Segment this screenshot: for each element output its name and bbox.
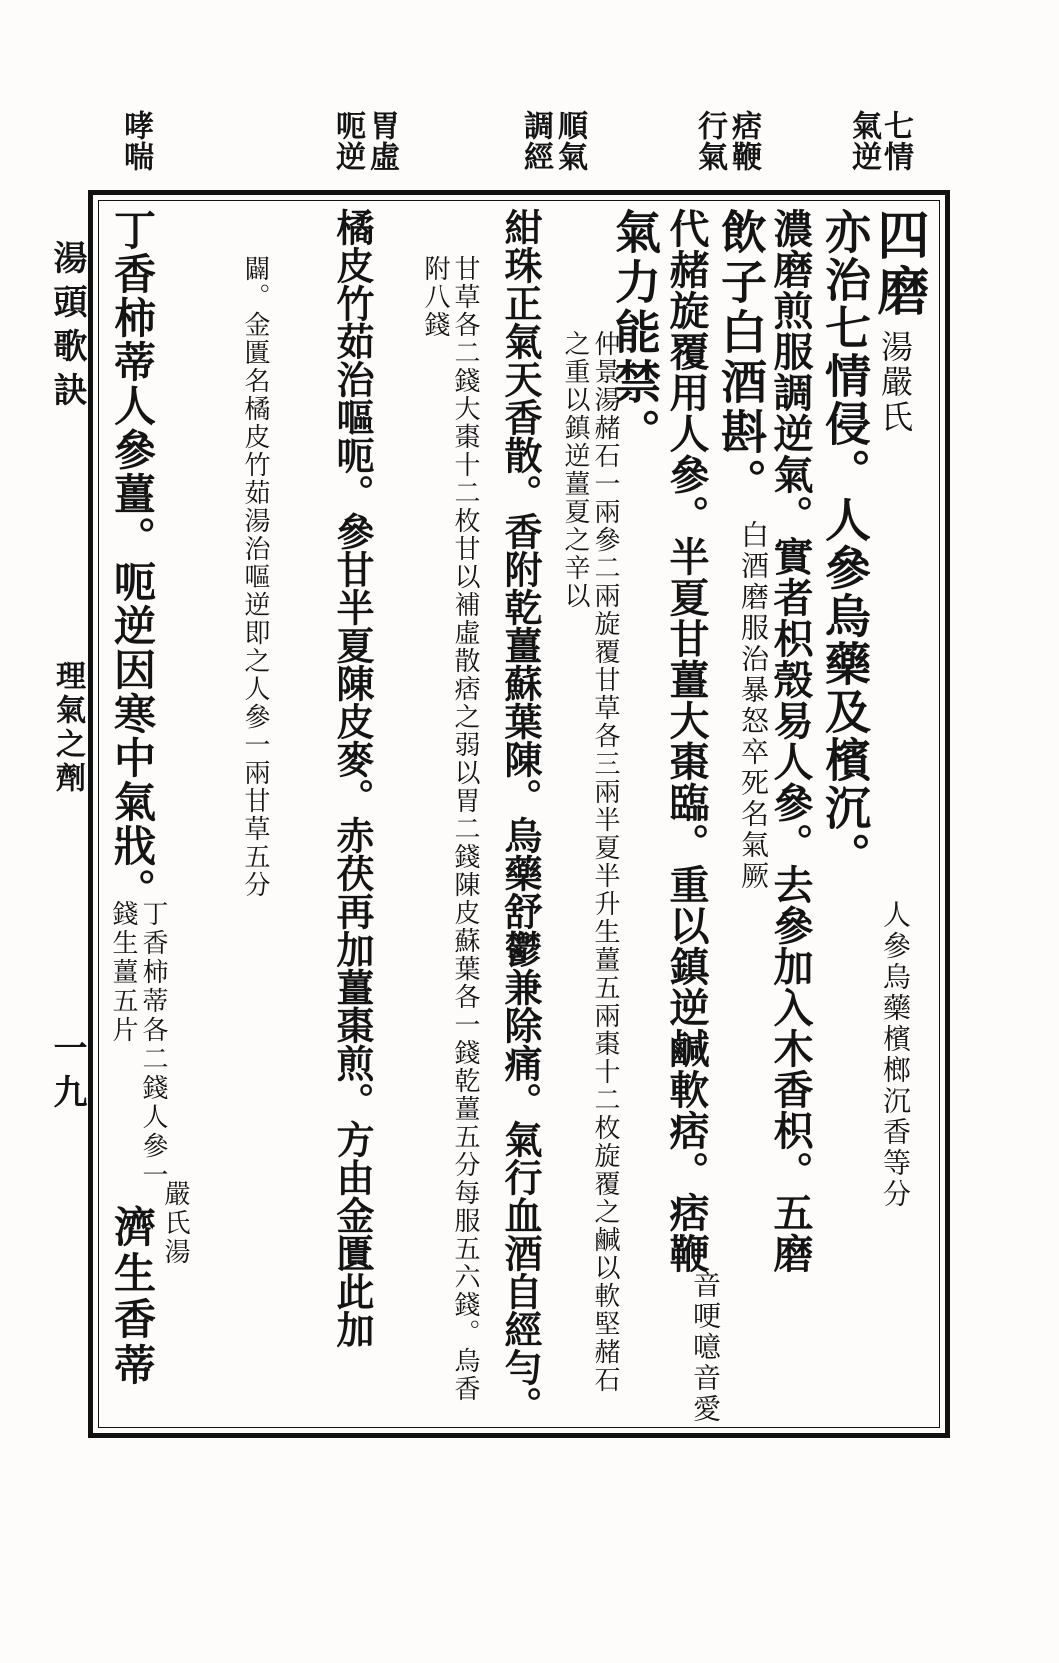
text-column-note: 湯嚴氏 <box>876 330 914 435</box>
text-column: 丁香柿蒂人參薑。呃逆因寒中氣戕。 <box>108 208 157 912</box>
text-column-note: 仲景湯赭石一兩參二兩旋覆甘草各三兩半夏半升生薑五兩棗十二枚旋覆之鹹以軟堅赭石之重以鎮逆薑夏之辛以 <box>560 330 620 1394</box>
head-note-line: 痞鞭 <box>726 110 761 172</box>
head-note-line: 順氣 <box>552 110 587 172</box>
head-note-line: 行氣 <box>692 110 727 172</box>
text-column-note: 白酒磨服治暴怒卒死名氣厥 <box>737 520 770 892</box>
head-note-shunqi <box>552 110 586 172</box>
head-note-xiaochuan <box>118 110 152 172</box>
text-column: 代赭旋覆用人參。半夏甘薑大棗臨。重以鎮逆鹹軟痞。痞鞭 <box>663 208 710 1274</box>
text-column-note: 人參烏藥檳榔沉香等分 <box>879 900 912 1210</box>
text-column: 濟生香蒂 <box>108 1205 157 1389</box>
head-note-weixu <box>364 110 398 172</box>
text-column: 亦治七情侵。人參烏藥及檳沉。 <box>818 208 872 880</box>
text-column: 橘皮竹茹治嘔呃。參甘半夏陳皮麥。赤茯再加薑棗煎。方由金匱此加 <box>330 208 375 1348</box>
folio-number: 一九 <box>47 1030 87 1118</box>
text-column: 紺珠正氣天香散。香附乾薑蘇葉陳。烏藥舒鬱兼除痛。氣行血酒自經勻。 <box>498 208 543 1424</box>
head-note-weixu-2 <box>330 110 364 172</box>
text-column-note: 丁香柿蒂各二錢人參一錢生薑五片 <box>108 900 168 1190</box>
head-note-qiqing-2 <box>846 110 880 172</box>
head-note-line: 哮喘 <box>118 110 153 172</box>
head-note-pibie-2 <box>692 110 726 172</box>
head-note-line: 呃逆 <box>330 110 365 172</box>
head-note-pibie <box>726 110 760 172</box>
text-column: 氣力能禁。 <box>608 208 662 458</box>
text-column: 飲子白酒斟。 <box>714 208 768 508</box>
text-column-note: 闢。金匱名橘皮竹茹湯治嘔逆即之人參一兩甘草五分 <box>240 255 270 899</box>
head-note-line: 七情 <box>878 110 913 172</box>
text-column-note: 嚴氏湯 <box>160 1180 190 1267</box>
head-note-line: 調經 <box>518 110 553 172</box>
text-column: 濃磨煎服調逆氣。實者枳殼易人參。去參加入木香枳。五磨 <box>767 208 814 1274</box>
head-note-line: 氣逆 <box>846 110 881 172</box>
chapter-title: 理氣之劑 <box>50 660 85 796</box>
head-note-shunqi-2 <box>518 110 552 172</box>
book-title: 湯頭歌訣 <box>47 240 87 416</box>
head-note-line: 胃虛 <box>364 110 399 172</box>
text-column-note: 音哽噫音愛 <box>689 1270 722 1425</box>
text-column-note: 甘草各二錢大棗十二枚甘以補虛散痞之弱以胃二錢陳皮蘇葉各一錢乾薑五分每服五六錢。烏香附八錢 <box>420 255 480 1403</box>
text-column: 四磨 <box>868 208 929 320</box>
head-note-qiqing <box>878 110 912 172</box>
